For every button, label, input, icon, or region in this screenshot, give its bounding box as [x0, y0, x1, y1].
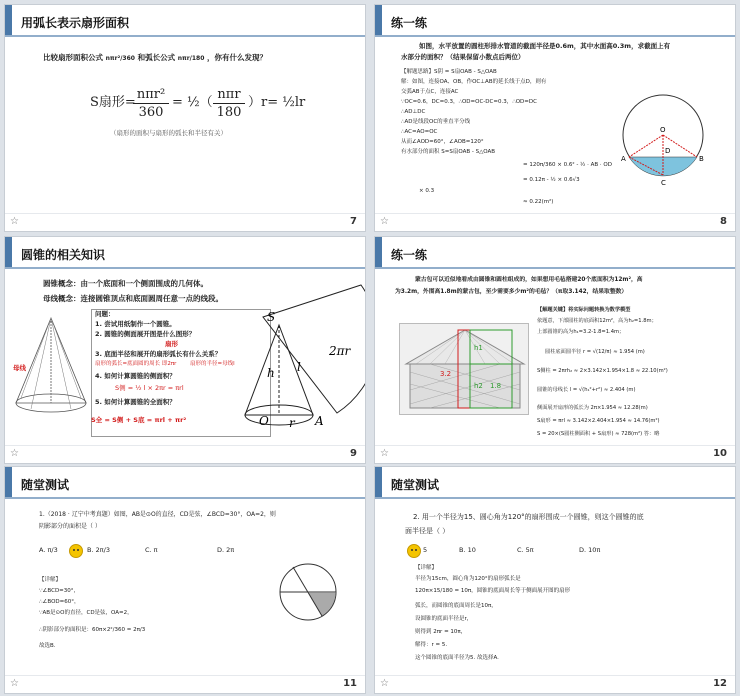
label-B: B — [699, 155, 704, 163]
slide-title: 随堂测试 — [391, 478, 440, 492]
solution-line: 圆锥的母线长 l = √(h₁²+r²) ≈ 2.404 (m) — [537, 387, 636, 393]
slide-11[interactable] — [4, 466, 366, 694]
explanation-line: ∵∠BCD=30°， — [39, 588, 80, 594]
solution-line: S = 20×(S圆柱侧面积 + S扇形) ≈ 728(m²) 答：略 — [537, 431, 660, 437]
formula-arc-num: nπr — [213, 87, 245, 104]
question-text: 2. 用一个半径为15、圆心角为120°的扇形围成一个圆锥，则这个圆锥的底 — [413, 513, 644, 521]
label-C: C — [661, 179, 666, 187]
formula-caption: （扇形的面积与扇形的弧长和半径有关） — [110, 129, 227, 137]
question-text-2: 面半径是（ ） — [405, 527, 450, 535]
solution-line: ∴AD⊥DC — [401, 109, 426, 115]
solution-line: 解：如图，连接OA、OB，作OC⊥AB的延长线于点D，则有 — [401, 79, 547, 85]
slide-number: 12 — [713, 678, 727, 689]
slide-10[interactable] — [374, 236, 736, 464]
pipe-diagram — [615, 87, 715, 197]
problem-line-1: 如图，水平放置的圆柱形排水管道的截面半径是0.6m，其中水面高0.3m，求截面上有 — [419, 42, 671, 50]
solution-line: = 0.12π - ½ × 0.6√3 — [523, 177, 580, 183]
explanation-line: 半径为15cm，圆心角为120°的扇形弧长是 — [415, 576, 521, 582]
solution-line: 上部圆锥的高为h₁=3.2-1.8=1.4m； — [537, 329, 625, 335]
solution-line: ∴AC=AO=OC — [401, 129, 438, 135]
slide-12[interactable] — [374, 466, 736, 694]
label-A: A — [621, 155, 626, 163]
solution-line: ∵OC=0.6，DC=0.3，∴OD=OC-DC=0.3，∴OD=DC — [401, 99, 537, 105]
cone-definition: 圆锥概念：由一个底面和一个侧面围成的几何体。 — [43, 279, 208, 288]
star-icon[interactable]: ☆ — [10, 448, 19, 459]
circle-diagram — [273, 557, 343, 627]
star-icon[interactable]: ☆ — [10, 216, 19, 227]
formula-arc-den: 180 — [216, 105, 242, 120]
slide-title: 圆锥的相关知识 — [21, 248, 106, 262]
explanation-line: 解得：r = 5. — [415, 642, 448, 648]
explanation-line: 120π×15/180 = 10π，圆锥的底面周长等于侧面展开图的扇形 — [415, 588, 571, 594]
label-l: l — [297, 360, 301, 374]
solution-line: ≈ 0.22(m²) — [523, 199, 554, 205]
question-3: 3. 底面半径和展开的扇形弧长有什么关系？ — [95, 350, 222, 358]
compare-text: 比较扇形面积公式 nπr²/360 和弧长公式 nπr/180 ，你有什么发现？ — [43, 53, 268, 62]
option-a[interactable]: A. π/3 — [39, 546, 58, 554]
label-r: r — [289, 416, 295, 430]
slide-title: 用弧长表示扇形面积 — [21, 16, 130, 30]
problem-line-1: 蒙古包可以近似地看成由圆锥和圆柱组成的，如果想用毛毡搭建20个底面积为12m²，高 — [415, 277, 643, 283]
solution-line: 圆柱底面圆半径 r = √(12/π) ≈ 1.954 (m) — [545, 349, 645, 355]
explanation-line: ∴∠BOD=60°， — [39, 599, 80, 605]
problem-line-2: 为3.2m，外围高1.8m的蒙古包，至少需要多少m²的毛毡？（π取3.142，结果取整数） — [395, 289, 628, 295]
label-O: O — [259, 414, 269, 428]
smiley-icon — [407, 544, 421, 558]
question-text: 1.（2018 · 辽宁中考真题）如图，AB是⊙O的直径，CD是弦，∠BCD=30°，OA=2，则 — [39, 511, 276, 518]
slide-number: 9 — [350, 448, 357, 459]
option-b[interactable]: B. 2π/3 — [87, 546, 110, 554]
problem-line-2: 水部分的面积？（结果保留小数点后两位） — [401, 53, 525, 61]
slide-title: 练一练 — [391, 16, 428, 30]
slide-number: 7 — [350, 216, 357, 227]
star-icon[interactable]: ☆ — [380, 216, 389, 227]
label-D: D — [665, 147, 671, 155]
explanation-line: 弧长，而圆锥的底面周长是10π， — [415, 603, 497, 609]
yurt-image — [399, 323, 529, 415]
height-label: 3.2 — [440, 370, 452, 378]
option-a[interactable]: 5 — [423, 546, 428, 554]
solution-line: 有水部分的面积 S=S扇OAB - S△OAB — [401, 149, 496, 155]
star-icon[interactable]: ☆ — [380, 678, 389, 689]
slide-7[interactable] — [4, 4, 366, 232]
star-icon[interactable]: ☆ — [10, 678, 19, 689]
formula-result: ）r= ½lr — [248, 95, 306, 110]
h2-label: h2 — [474, 382, 483, 390]
solution-line: 从而∠AOD=60°，∠AOB=120° — [401, 139, 484, 145]
question-1: 1. 尝试用纸制作一个圆锥。 — [95, 320, 176, 328]
answer-4: S侧 = ½ l × 2πr = πrl — [115, 384, 184, 392]
question-text-2: 阴影部分的面积是（ ） — [39, 523, 101, 530]
formula-half: = ½（ — [172, 95, 213, 110]
explanation-line: 则得到 2πr = 10π， — [415, 629, 467, 635]
formula-numerator: nπr² — [133, 87, 169, 104]
option-c[interactable]: C. π — [145, 546, 158, 554]
solution-line: × 0.3 — [419, 188, 435, 194]
solution-line: S扇形 = πrl ≈ 3.142×2.404×1.954 ≈ 14.76(m²) — [537, 418, 660, 424]
solution-line: = 120π/360 × 0.6² - ½ · AB · OD — [523, 162, 612, 168]
answer-3a: 扇形的弧长=底面圆的周长 即2πr — [95, 361, 177, 367]
explanation-heading: 【详解】 — [39, 577, 62, 583]
answer-2: 扇形 — [165, 340, 178, 348]
option-c[interactable]: C. 5π — [517, 546, 534, 554]
solution-line: ∴AD是线段OC的垂直平分线 — [401, 119, 471, 125]
solution-line: 【解题思路】S阴 = S扇OAB - S△OAB — [401, 69, 497, 75]
star-icon[interactable]: ☆ — [380, 448, 389, 459]
cone-net-diagram — [233, 275, 365, 447]
explanation-heading: 【详解】 — [415, 565, 438, 571]
solution-line: S侧柱 = 2πrh₂ ≈ 2×3.142×1.954×1.8 ≈ 22.10(m²) — [537, 368, 668, 374]
h1-label: h1 — [474, 344, 483, 352]
formula-denominator: 360 — [138, 105, 164, 120]
solution-line: 【解题关键】将实际问题转换为数学模型 — [537, 307, 631, 313]
explanation-line: 故选B. — [39, 643, 56, 649]
question-heading: 问题： — [95, 310, 115, 318]
question-2: 2. 圆锥的侧面展开图是什么图形？ — [95, 330, 196, 338]
answer-5: S全 = S侧 + S底 = πrl + πr² — [91, 416, 187, 424]
option-d[interactable]: D. 10π — [579, 546, 601, 554]
generatrix-definition: 母线概念：连接圆锥顶点和底面圆周任意一点的线段。 — [43, 294, 223, 303]
label-A: A — [315, 414, 324, 428]
label-O: O — [660, 126, 666, 134]
option-b[interactable]: B. 10 — [459, 546, 476, 554]
explanation-line: ∴阴影部分的面积是：60π×2²/360 = 2π/3 — [39, 627, 146, 633]
option-d[interactable]: D. 2π — [217, 546, 235, 554]
label-h: h — [267, 366, 275, 380]
generatrix-label: 母线 — [13, 364, 26, 372]
label-arc: 2πr — [329, 344, 351, 358]
slide-title: 练一练 — [391, 248, 428, 262]
wall-height-label: 1.8 — [490, 382, 502, 390]
smiley-icon — [69, 544, 83, 558]
sector-formula-s: S扇形= — [90, 95, 136, 110]
explanation-line: ∵AB是⊙O的直径，CD是弦，OA=2， — [39, 610, 133, 616]
explanation-line: 这个圆锥的底面半径为5. 故选择A. — [415, 655, 499, 661]
label-S: S — [267, 310, 276, 324]
solution-line: 依题意，下部圆柱的底面积12m²，高为h₂=1.8m； — [537, 318, 657, 324]
slide-number: 11 — [343, 678, 357, 689]
answer-3b: 扇形的半径=母线l — [190, 361, 235, 367]
solution-line: 交弧AB于点C，连接AC — [401, 89, 459, 95]
slide-9[interactable] — [4, 236, 366, 464]
slide-number: 10 — [713, 448, 727, 459]
question-5: 5. 如何计算圆锥的全面积？ — [95, 398, 176, 406]
explanation-line: 设圆锥的底面半径是r， — [415, 616, 473, 622]
solution-line: 侧面展开扇形的弧长为 2π×1.954 ≈ 12.28(m) — [537, 405, 648, 411]
slide-title: 随堂测试 — [21, 478, 70, 492]
slide-number: 8 — [720, 216, 727, 227]
slide-8[interactable] — [374, 4, 736, 232]
question-4: 4. 如何计算圆锥的侧面积？ — [95, 372, 176, 380]
